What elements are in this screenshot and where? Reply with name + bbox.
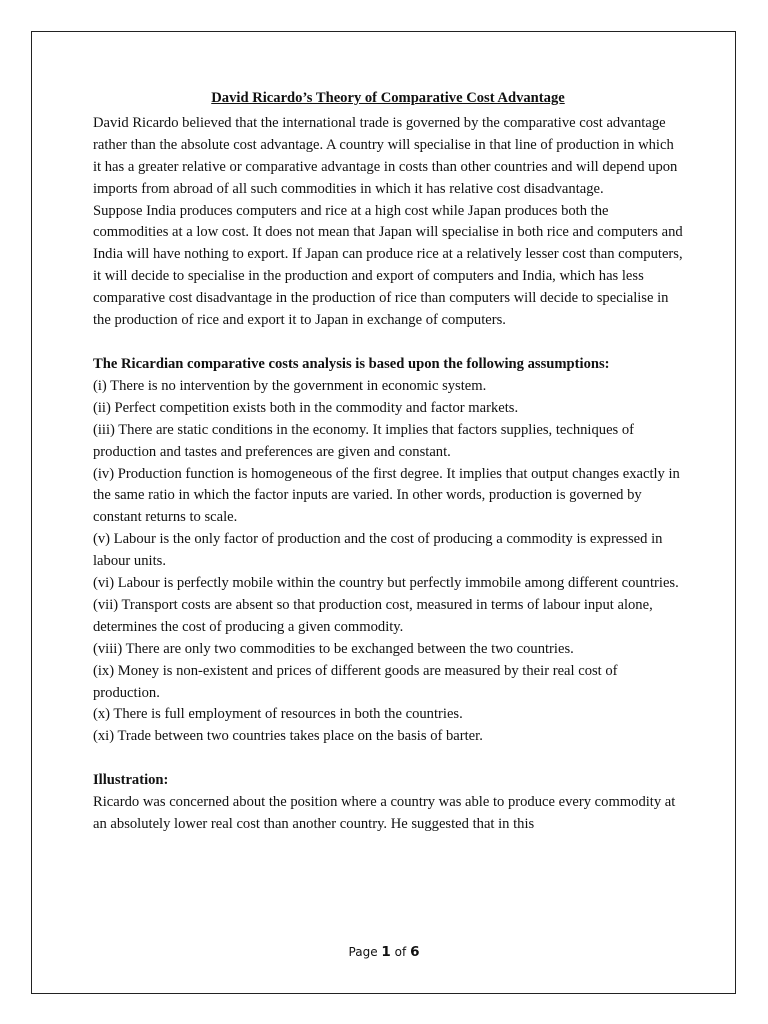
assumption-item: (xi) Trade between two countries takes place on the basis of barter. — [93, 728, 483, 745]
assumption-item: (vi) Labour is perfectly mobile within the country but perfectly immobile among different countries. — [93, 575, 679, 592]
intro-paragraph-2: Suppose India produces computers and rice at a high cost while Japan produces both the commodities at a low cost. It does not mean that Japan will specialise in both rice and computers and India will have nothing to export. If Japan can produce rice at a relatively lesser cost than computers, it will decide to specialise in the production and export of computers and India, which has less comparative cost disadvantage in the production of rice than computers will decide to specialise in the production of rice and export it to Japan in exchange of computers. — [93, 202, 683, 329]
assumption-item: (vii) Transport costs are absent so that production cost, measured in terms of labour input alone, determines the cost of producing a given commodity. — [93, 596, 653, 635]
current-page-number: 1 — [381, 944, 391, 960]
assumption-item: (v) Labour is the only factor of production and the cost of producing a commodity is expressed in labour units. — [93, 531, 663, 570]
spacer — [93, 332, 683, 354]
of-word: of — [394, 945, 407, 959]
document-title: David Ricardo’s Theory of Comparative Cost Advantage — [211, 90, 565, 106]
intro-paragraph-1: David Ricardo believed that the international trade is governed by the comparative cost advantage rather than the absolute cost advantage. A country will specialise in that line of production in which it has a greater relative or comparative advantage in costs than other countries and will depend upon imports from abroad of all such commodities in which it has relative cost disadvantage. — [93, 114, 678, 197]
document-body — [93, 88, 683, 836]
assumption-item: (i) There is no intervention by the government in economic system. — [93, 377, 487, 394]
spacer — [93, 748, 683, 770]
assumption-item: (iii) There are static conditions in the economy. It implies that factors supplies, techniques of production and tastes and preferences are given and constant. — [93, 421, 635, 460]
page-word: Page — [348, 945, 378, 959]
assumption-item: (viii) There are only two commodities to be exchanged between the two countries. — [93, 640, 574, 657]
assumption-item: (ii) Perfect competition exists both in the commodity and factor markets. — [93, 399, 519, 416]
assumption-item: (x) There is full employment of resources in both the countries. — [93, 706, 463, 723]
page-footer — [0, 944, 768, 960]
assumption-item: (ix) Money is non-existent and prices of different goods are measured by their real cost of production. — [93, 662, 618, 701]
assumptions-list — [93, 376, 683, 748]
illustration-heading: Illustration: — [93, 772, 169, 789]
total-pages-number: 6 — [410, 944, 420, 960]
illustration-paragraph: Ricardo was concerned about the position where a country was able to produce every commodity at an absolutely lower real cost than another country. He suggested that in this — [93, 794, 676, 833]
assumption-item: (iv) Production function is homogeneous of the first degree. It implies that output changes exactly in the same ratio in which the factor inputs are varied. In other words, production is governed by constant returns to scale. — [93, 465, 680, 526]
assumptions-heading: The Ricardian comparative costs analysis is based upon the following assumptions: — [93, 355, 610, 372]
